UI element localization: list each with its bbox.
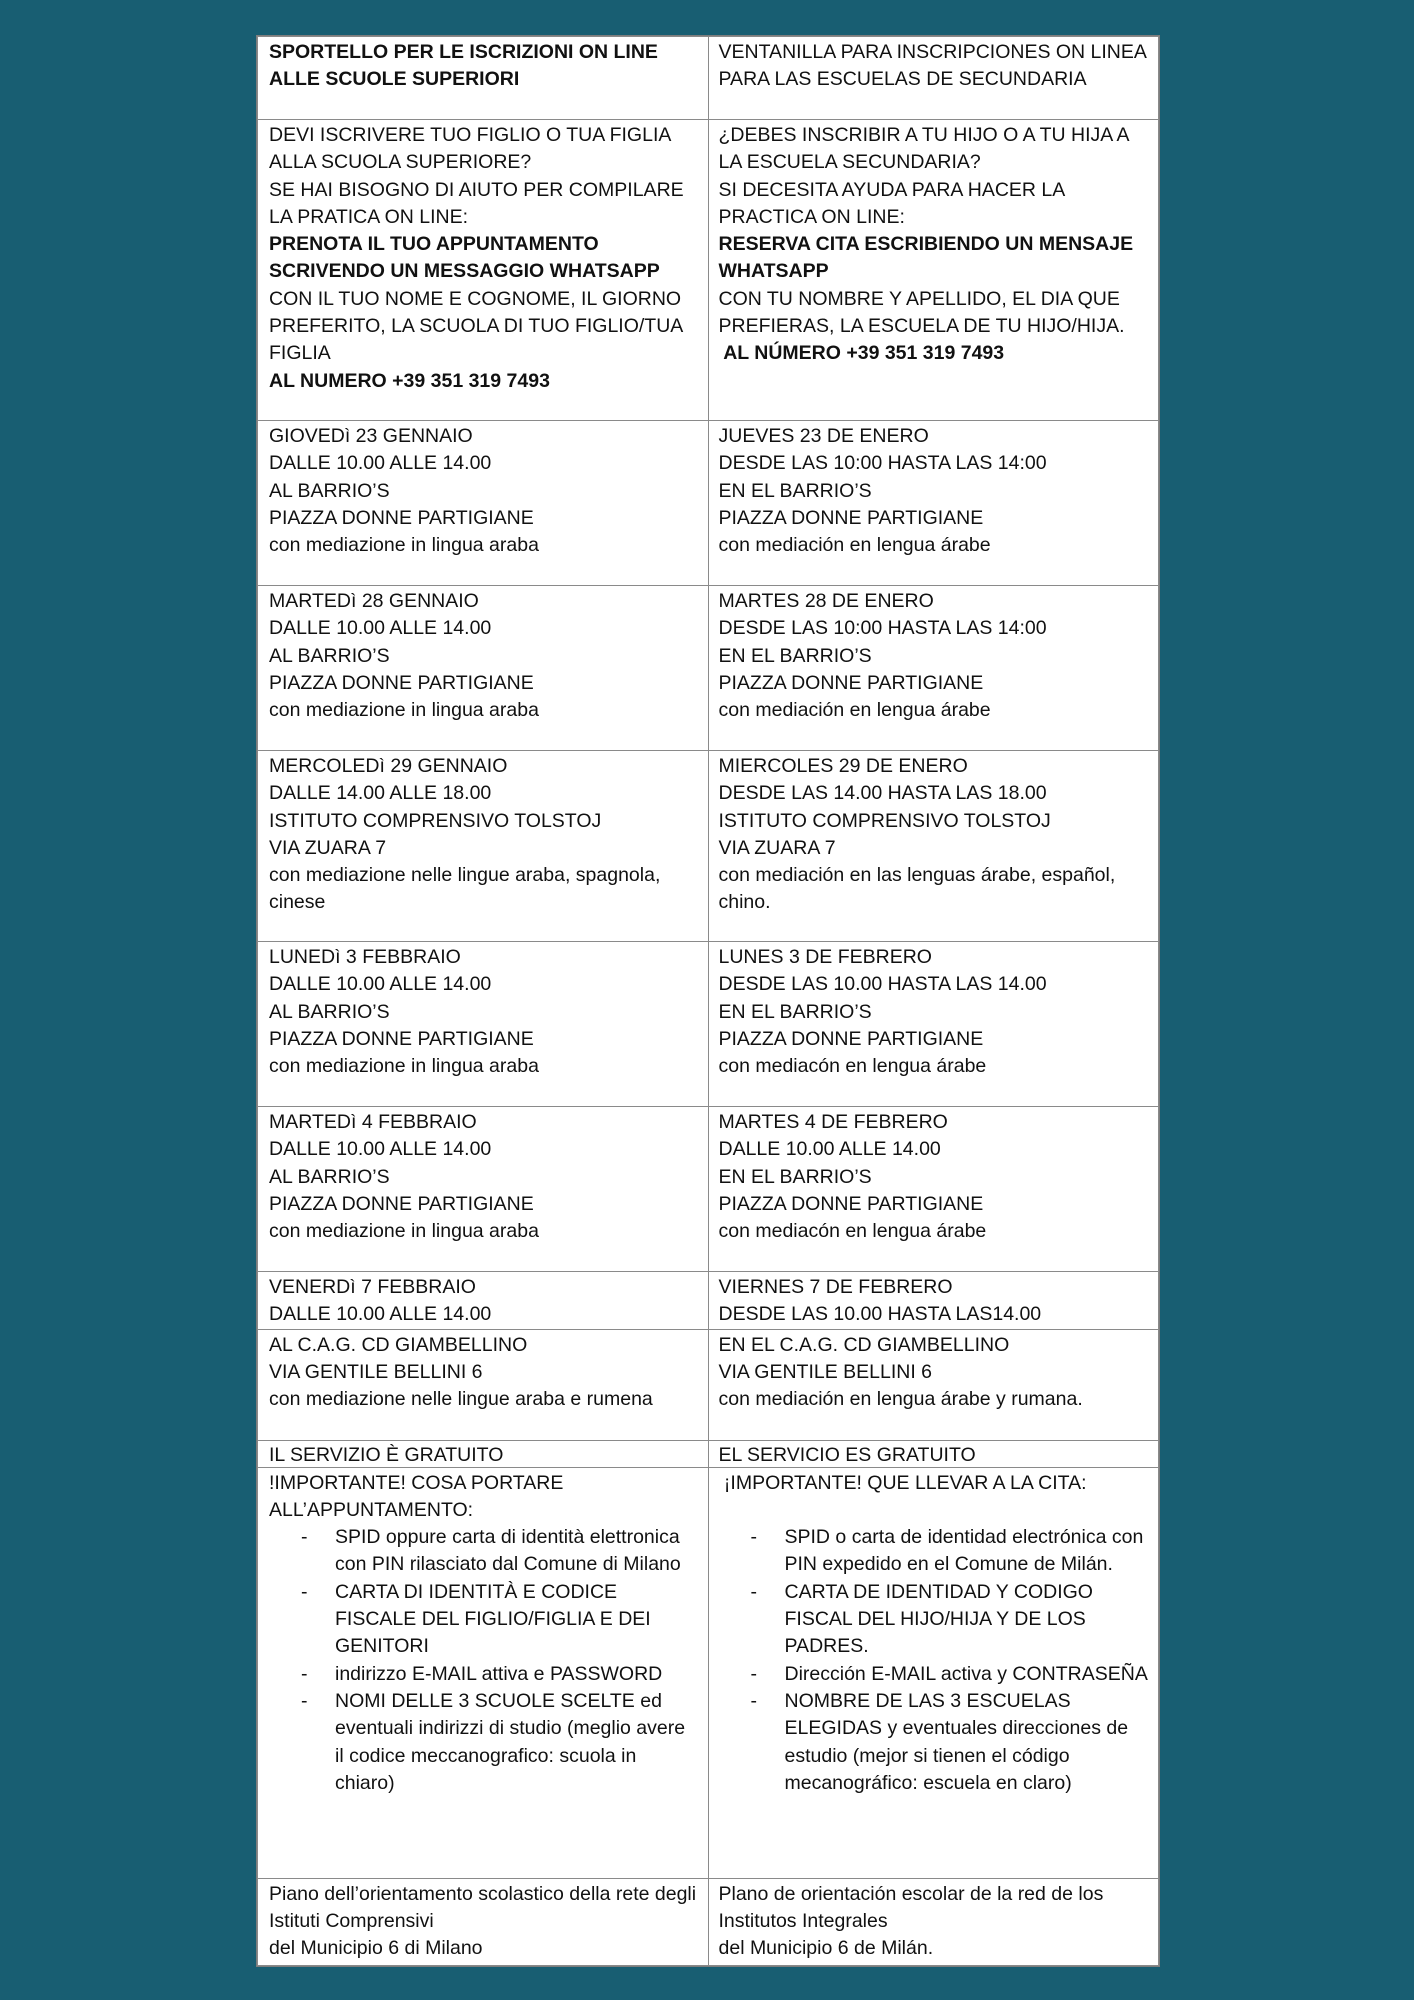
session-row bbox=[258, 1272, 1159, 1330]
session-row bbox=[258, 751, 1159, 942]
list-item: - SPID oppure carta di identità elettronica con PIN rilasciato dal Comune di Milano bbox=[269, 1524, 698, 1579]
session-it: MARTEDì 28 GENNAIO DALLE 10.00 ALLE 14.00 AL BARRIO’S PIAZZA DONNE PARTIGIANE con mediazione in lingua araba bbox=[258, 586, 709, 751]
session-it-cont: AL C.A.G. CD GIAMBELLINO VIA GENTILE BELLINI 6 con mediazione nelle lingue araba e rumena bbox=[258, 1329, 709, 1440]
intro-row bbox=[258, 120, 1159, 421]
list-item: - SPID o carta de identidad electrónica con PIN expedido en el Comune de Milán. bbox=[719, 1524, 1149, 1579]
session-es: MARTES 28 DE ENERO DESDE LAS 10:00 HASTA LAS 14:00 EN EL BARRIO’S PIAZZA DONNE PARTIGIANE con mediación en lengua árabe bbox=[708, 586, 1159, 751]
session-es-cont: EN EL C.A.G. CD GIAMBELLINO VIA GENTILE BELLINI 6 con mediación en lengua árabe y rumana. bbox=[708, 1329, 1159, 1440]
session-continuation-row bbox=[258, 1329, 1159, 1440]
session-it: MERCOLEDì 29 GENNAIO DALLE 14.00 ALLE 18.00 ISTITUTO COMPRENSIVO TOLSTOJ VIA ZUARA 7 con mediazione nelle lingue araba, spagnola, cinese bbox=[258, 751, 709, 942]
phone-number: AL NUMERO +39 351 319 7493 bbox=[269, 369, 550, 392]
important-title: !IMPORTANTE! COSA PORTARE ALL’APPUNTAMENTO: bbox=[269, 1471, 564, 1521]
important-row bbox=[258, 1467, 1159, 1878]
bring-list bbox=[719, 1524, 1149, 1797]
session-row bbox=[258, 421, 1159, 586]
session-es: LUNES 3 DE FEBRERO DESDE LAS 10.00 HASTA LAS 14.00 EN EL BARRIO’S PIAZZA DONNE PARTIGIANE con mediacón en lengua árabe bbox=[708, 942, 1159, 1107]
session-es: VIERNES 7 DE FEBRERO DESDE LAS 10.00 HASTA LAS14.00 bbox=[708, 1272, 1159, 1330]
list-item: - NOMI DELLE 3 SCUOLE SCELTE ed eventuali indirizzi di studio (meglio avere il codice meccanografico: scuola in chiaro) bbox=[269, 1688, 698, 1797]
footer-es: Plano de orientación escolar de la red de los Institutos Integrales del Municipio 6 de Milán. bbox=[708, 1878, 1159, 1965]
list-item: - Dirección E-MAIL activa y CONTRASEÑA bbox=[719, 1661, 1149, 1688]
footer-it: Piano dell’orientamento scolastico della rete degli Istituti Comprensivi del Municipio 6 di Milano bbox=[258, 1878, 709, 1965]
session-es: MARTES 4 DE FEBRERO DALLE 10.00 ALLE 14.00 EN EL BARRIO’S PIAZZA DONNE PARTIGIANE con mediacón en lengua árabe bbox=[708, 1107, 1159, 1272]
important-title: ¡IMPORTANTE! QUE LLEVAR A LA CITA: bbox=[718, 1471, 1087, 1494]
whatsapp-instruction: PRENOTA IL TUO APPUNTAMENTO SCRIVENDO UN MESSAGGIO WHATSAPP bbox=[269, 233, 660, 283]
bilingual-flyer-table bbox=[256, 35, 1160, 1967]
whatsapp-instruction: RESERVA CITA ESCRIBIENDO UN MENSAJE WHATSAPP bbox=[718, 233, 1134, 283]
list-item: - NOMBRE DE LAS 3 ESCUELAS ELEGIDAS y eventuales direcciones de estudio (mejor si tienen el código mecanográfico: escuela en claro) bbox=[719, 1688, 1149, 1797]
session-it: VENERDì 7 FEBBRAIO DALLE 10.00 ALLE 14.00 bbox=[258, 1272, 709, 1330]
header-it: SPORTELLO PER LE ISCRIZIONI ON LINE ALLE SCUOLE SUPERIORI bbox=[258, 37, 709, 120]
session-it: LUNEDì 3 FEBBRAIO DALLE 10.00 ALLE 14.00 AL BARRIO’S PIAZZA DONNE PARTIGIANE con mediazione in lingua araba bbox=[258, 942, 709, 1107]
free-service-row bbox=[258, 1440, 1159, 1467]
list-item: - indirizzo E-MAIL attiva e PASSWORD bbox=[269, 1661, 698, 1688]
important-es bbox=[708, 1467, 1159, 1878]
intro-it: DEVI ISCRIVERE TUO FIGLIO O TUA FIGLIA ALLA SCUOLA SUPERIORE? SE HAI BISOGNO DI AIUTO PER COMPILARE LA PRATICA ON LINE: PRENOTA IL TUO APPUNTAMENTO SCRIVENDO UN MESSAGGIO WHATSAPP CON IL TUO NOME E COGNOME, IL GIORNO PREFERITO, LA SCUOLA DI TUO FIGLIO/TUA FIGLIA AL NUMERO +39 351 319 7493 bbox=[258, 120, 709, 421]
session-it: GIOVEDì 23 GENNAIO DALLE 10.00 ALLE 14.00 AL BARRIO’S PIAZZA DONNE PARTIGIANE con mediazione in lingua araba bbox=[258, 421, 709, 586]
list-item: - CARTA DE IDENTIDAD Y CODIGO FISCAL DEL HIJO/HIJA Y DE LOS PADRES. bbox=[719, 1579, 1149, 1661]
session-es: JUEVES 23 DE ENERO DESDE LAS 10:00 HASTA LAS 14:00 EN EL BARRIO’S PIAZZA DONNE PARTIGIANE con mediación en lengua árabe bbox=[708, 421, 1159, 586]
header-es: VENTANILLA PARA INSCRIPCIONES ON LINEA PARA LAS ESCUELAS DE SECUNDARIA bbox=[708, 37, 1159, 120]
free-es: EL SERVICIO ES GRATUITO bbox=[708, 1440, 1159, 1467]
session-row bbox=[258, 942, 1159, 1107]
intro-es: ¿DEBES INSCRIBIR A TU HIJO O A TU HIJA A LA ESCUELA SECUNDARIA? SI DECESITA AYUDA PARA HACER LA PRACTICA ON LINE: RESERVA CITA ESCRIBIENDO UN MENSAJE WHATSAPP CON TU NOMBRE Y APELLIDO, EL DIA QUE PREFIERAS, LA ESCUELA DE TU HIJO/HIJA. AL NÚMERO +39 351 319 7493 bbox=[708, 120, 1159, 421]
phone-number: AL NÚMERO +39 351 319 7493 bbox=[718, 342, 1005, 365]
header-row bbox=[258, 37, 1159, 120]
important-it bbox=[258, 1467, 709, 1878]
session-es: MIERCOLES 29 DE ENERO DESDE LAS 14.00 HASTA LAS 18.00 ISTITUTO COMPRENSIVO TOLSTOJ VIA ZUARA 7 con mediación en las lenguas árabe, español, chino. bbox=[708, 751, 1159, 942]
session-it: MARTEDì 4 FEBBRAIO DALLE 10.00 ALLE 14.00 AL BARRIO’S PIAZZA DONNE PARTIGIANE con mediazione in lingua araba bbox=[258, 1107, 709, 1272]
bring-list bbox=[269, 1524, 698, 1797]
free-it: IL SERVIZIO È GRATUITO bbox=[258, 1440, 709, 1467]
session-row bbox=[258, 1107, 1159, 1272]
footer-row bbox=[258, 1878, 1159, 1965]
session-row bbox=[258, 586, 1159, 751]
list-item: - CARTA DI IDENTITÀ E CODICE FISCALE DEL FIGLIO/FIGLIA E DEI GENITORI bbox=[269, 1579, 698, 1661]
